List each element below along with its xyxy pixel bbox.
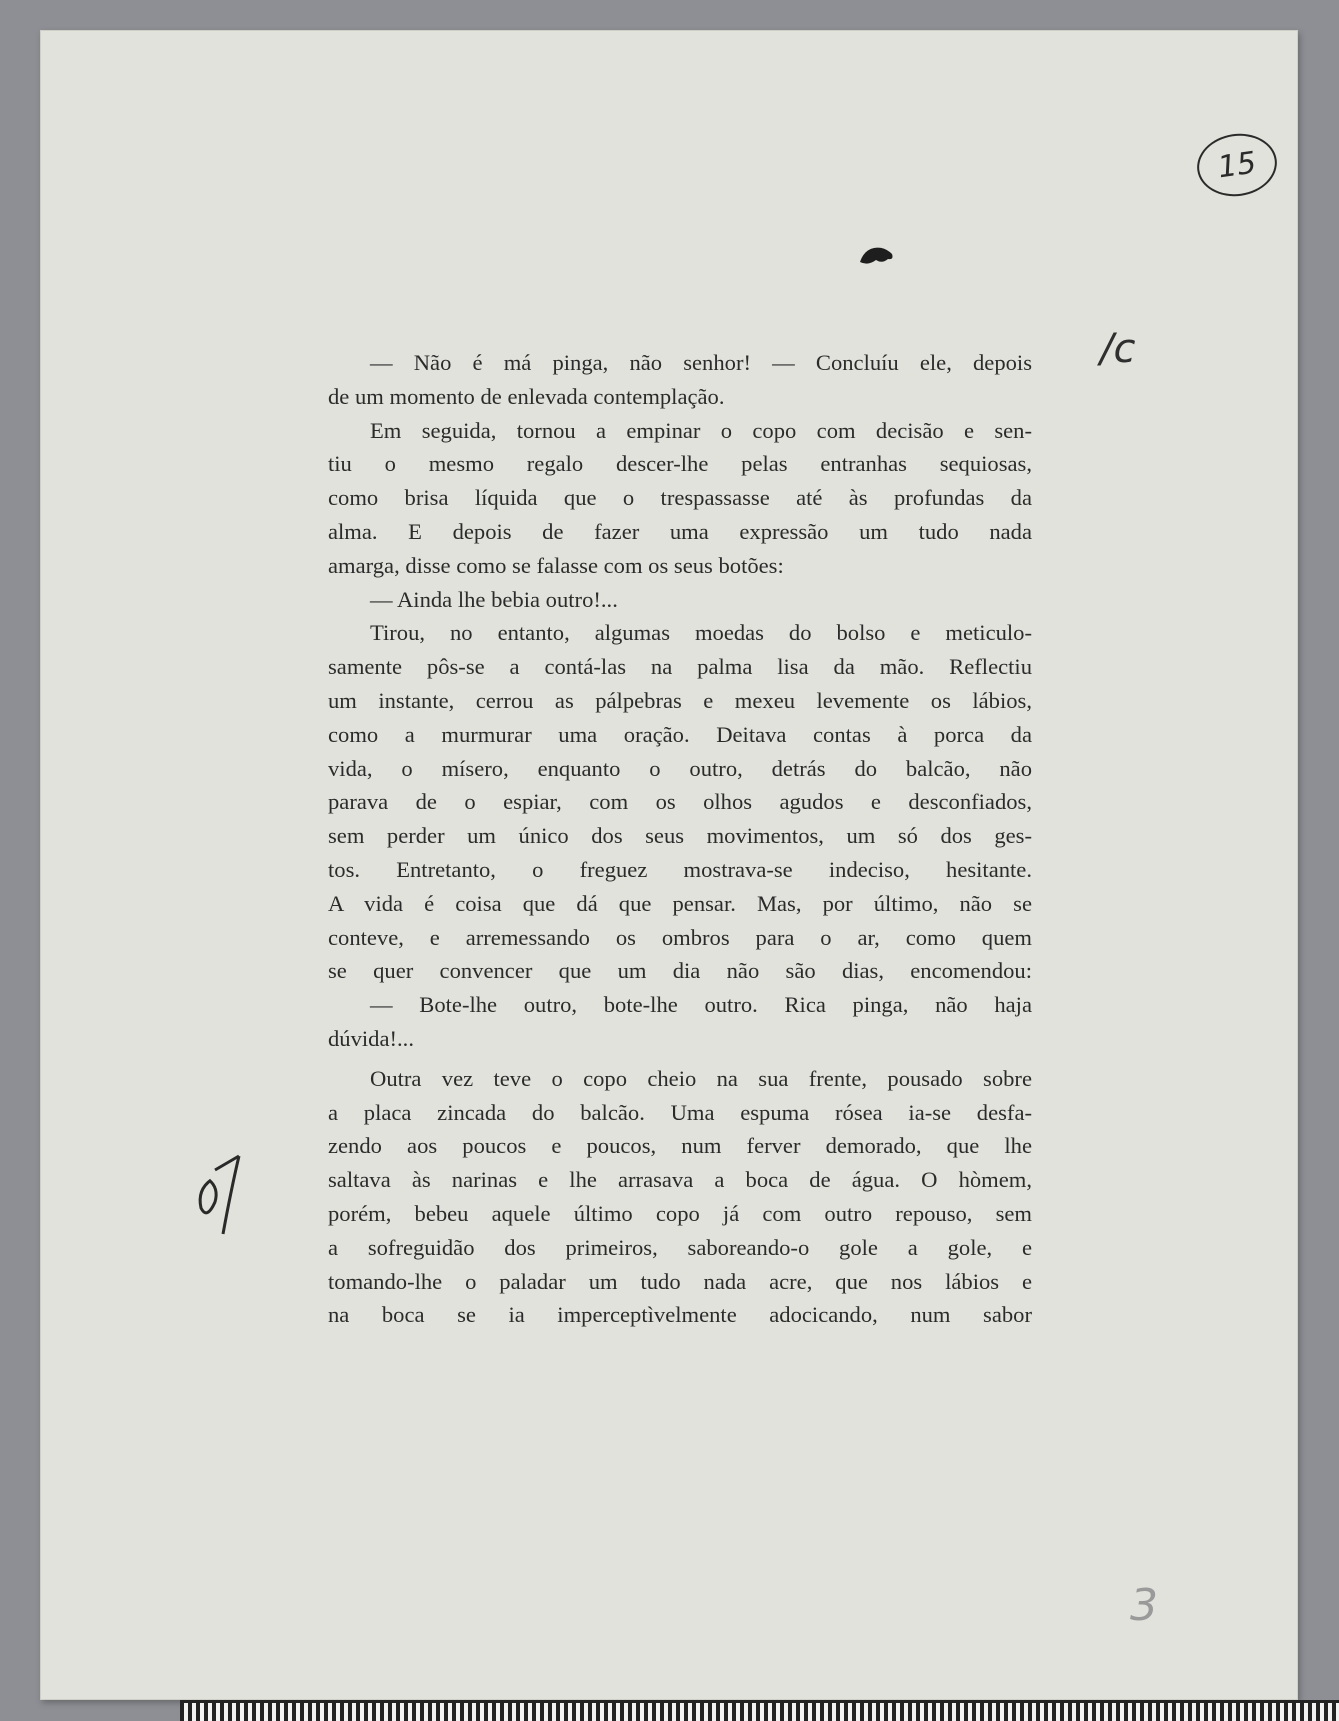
text-line: na boca se ia imperceptìvelmente adocicando, num sabor — [328, 1302, 1032, 1328]
text-line: alma. E depois de fazer uma expressão um tudo nada — [328, 518, 1032, 544]
text-line: como brisa líquida que o trespassasse até às profundas da — [328, 485, 1032, 511]
text-line: a sofreguidão dos primeiros, saboreando-o gole a gole, e — [328, 1234, 1032, 1260]
text-line: vida, o mísero, enquanto o outro, detrás do balcão, não — [328, 755, 1032, 781]
text-line: saltava às narinas e lhe arrasava a boca de água. O hòmem, — [328, 1167, 1032, 1193]
text-line: parava de o espiar, com os olhos agudos e desconfiados, — [328, 789, 1032, 815]
text-line: tomando-lhe o paladar um tudo nada acre, que nos lábios e — [328, 1268, 1032, 1294]
text-line: tos. Entretanto, o freguez mostrava-se indeciso, hesitante. — [328, 856, 1032, 882]
text-line: Outra vez teve o copo cheio na sua frente, pousado sobre — [370, 1065, 1032, 1091]
body-text — [328, 346, 1032, 1332]
text-line: porém, bebeu aquele último copo já com outro repouso, sem — [328, 1200, 1032, 1226]
text-line: um instante, cerrou as pálpebras e mexeu levemente os lábios, — [328, 687, 1032, 713]
text-line: a placa zincada do balcão. Uma espuma rósea ia-se desfa- — [328, 1099, 1032, 1125]
page-number-circle — [1193, 129, 1281, 202]
text-line: tiu o mesmo regalo descer-lhe pelas entranhas sequiosas, — [328, 451, 1032, 477]
margin-mark-bottom-right: 3 — [1130, 1580, 1158, 1631]
text-line: — Ainda lhe bebia outro!... — [370, 586, 618, 612]
text-line: Em seguida, tornou a empinar o copo com decisão e sen- — [370, 417, 1032, 443]
handwritten-margin-mark-icon — [193, 1150, 243, 1240]
text-line: dúvida!... — [328, 1025, 414, 1051]
text-line: zendo aos poucos e poucos, num ferver demorado, que lhe — [328, 1133, 1032, 1159]
text-line: conteve, e arremessando os ombros para o ar, como quem — [328, 924, 1032, 950]
text-line: Tirou, no entanto, algumas moedas do bolso e meticulo- — [370, 620, 1032, 646]
margin-mark-top-right: /c — [1100, 326, 1136, 372]
text-line: amarga, disse como se falasse com os seus botões: — [328, 552, 784, 578]
text-line: samente pôs-se a contá-las na palma lisa da mão. Reflectiu — [328, 654, 1032, 680]
text-line: — Bote-lhe outro, bote-lhe outro. Rica pinga, não haja — [370, 992, 1032, 1018]
ink-blot-icon — [858, 244, 896, 266]
text-line: A vida é coisa que dá que pensar. Mas, por último, não se — [328, 890, 1032, 916]
page-number: 15 — [1215, 145, 1259, 185]
text-line: — Não é má pinga, não senhor! — Concluíu ele, depois — [370, 350, 1032, 375]
text-line: de um momento de enlevada contemplação. — [328, 383, 725, 409]
scale-ruler — [180, 1703, 1339, 1721]
text-line: sem perder um único dos seus movimentos, um só dos ges- — [328, 823, 1032, 849]
text-line: se quer convencer que um dia não são dias, encomendou: — [328, 958, 1032, 984]
text-line: como a murmurar uma oração. Deitava contas à porca da — [328, 721, 1032, 747]
